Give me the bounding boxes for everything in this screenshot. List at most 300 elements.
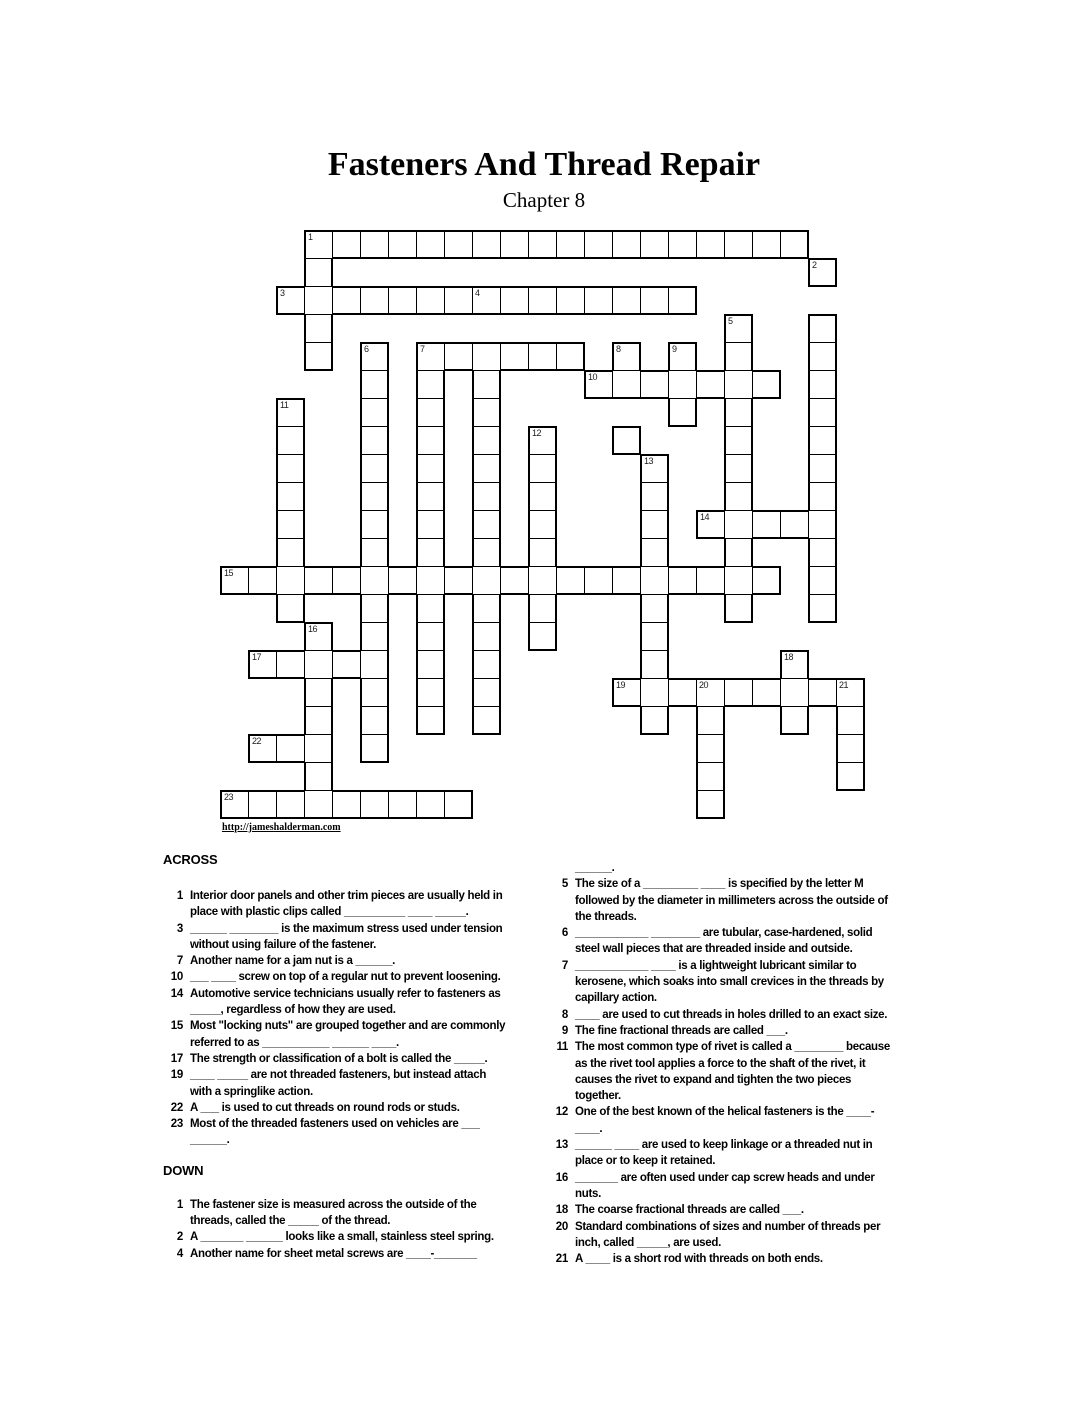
grid-cell <box>304 566 333 595</box>
grid-cell <box>416 482 445 511</box>
clue-number: 10 <box>170 971 183 984</box>
grid-cell <box>808 342 837 371</box>
grid-cell <box>528 230 557 259</box>
grid-cell-number: 7 <box>420 344 425 354</box>
grid-cell <box>584 566 613 595</box>
grid-cell <box>668 370 697 399</box>
clue-number: 18 <box>555 1204 568 1217</box>
clue-item <box>163 953 515 969</box>
grid-cell <box>780 510 809 539</box>
grid-cell-number: 5 <box>728 316 733 326</box>
grid-cell <box>416 398 445 427</box>
grid-cell <box>528 510 557 539</box>
grid-cell <box>528 566 557 595</box>
grid-cell <box>332 230 361 259</box>
grid-cell <box>668 678 697 707</box>
clue-item <box>163 1116 515 1149</box>
grid-cell <box>416 594 445 623</box>
grid-cell <box>304 650 333 679</box>
grid-cell <box>304 734 333 763</box>
clue-text: Most of the threaded fasteners used on vehicles are ___ ______. <box>190 1118 480 1147</box>
clue-number: 7 <box>561 959 568 972</box>
grid-cell <box>696 566 725 595</box>
grid-cell <box>528 594 557 623</box>
grid-cell <box>276 594 305 623</box>
grid-cell <box>360 510 389 539</box>
grid-cell <box>332 286 361 315</box>
grid-cell <box>836 706 865 735</box>
grid-cell <box>528 342 557 371</box>
clue-number: 5 <box>561 878 568 891</box>
clue-continuation-text: ______. <box>575 862 615 874</box>
grid-cell <box>780 706 809 735</box>
grid-cell <box>444 566 473 595</box>
grid-cell <box>248 790 277 819</box>
grid-cell-number: 6 <box>364 344 369 354</box>
grid-cell <box>528 538 557 567</box>
clue-item <box>163 1051 515 1067</box>
grid-cell <box>584 370 613 399</box>
grid-cell <box>640 370 669 399</box>
grid-cell <box>640 594 669 623</box>
grid-cell <box>388 286 417 315</box>
grid-cell <box>640 678 669 707</box>
clue-text: Most "locking nuts" are grouped together and are commonly referred to as ___________ ______ ____. <box>190 1020 506 1049</box>
crossword-grid <box>220 230 866 820</box>
grid-cell <box>360 706 389 735</box>
clue-number: 13 <box>555 1139 568 1152</box>
grid-cell <box>276 398 305 427</box>
grid-cell-number: 8 <box>616 344 621 354</box>
grid-cell <box>612 566 641 595</box>
clue-number: 22 <box>170 1101 183 1114</box>
clue-number: 14 <box>170 987 183 1000</box>
grid-cell <box>724 594 753 623</box>
clue-item <box>548 958 900 1007</box>
across-heading: ACROSS <box>163 852 218 867</box>
clue-item <box>548 1219 900 1252</box>
grid-cell <box>668 230 697 259</box>
grid-cell <box>584 286 613 315</box>
clue-number: 9 <box>561 1024 568 1037</box>
grid-cell <box>276 538 305 567</box>
clue-item <box>548 1202 900 1218</box>
grid-cell <box>696 790 725 819</box>
grid-cell-number: 3 <box>280 288 285 298</box>
grid-cell <box>808 566 837 595</box>
grid-cell <box>472 678 501 707</box>
grid-cell <box>472 706 501 735</box>
grid-cell <box>360 622 389 651</box>
grid-cell <box>360 398 389 427</box>
grid-cell <box>612 370 641 399</box>
clue-item <box>548 1007 900 1023</box>
grid-cell <box>640 482 669 511</box>
grid-cell <box>472 230 501 259</box>
grid-cell <box>416 790 445 819</box>
grid-cell <box>472 426 501 455</box>
grid-cell <box>836 678 865 707</box>
grid-cell <box>416 286 445 315</box>
grid-cell <box>416 566 445 595</box>
grid-cell <box>416 706 445 735</box>
clue-text: Automotive service technicians usually refer to fasteners as _____, regardless of how they are used. <box>190 987 501 1017</box>
grid-cell <box>304 258 333 287</box>
grid-cell-number: 21 <box>839 680 849 690</box>
clue-number: 17 <box>170 1052 183 1065</box>
clue-item <box>163 1246 515 1262</box>
grid-cell <box>276 454 305 483</box>
clue-item <box>163 1100 515 1116</box>
clue-item <box>548 1023 900 1039</box>
grid-cell <box>640 538 669 567</box>
grid-cell <box>472 594 501 623</box>
grid-cell <box>808 370 837 399</box>
clue-text: The fine fractional threads are called ___. <box>575 1024 788 1037</box>
down-clue-list <box>163 1197 515 1262</box>
grid-cell <box>500 230 529 259</box>
clue-number: 4 <box>176 1247 183 1260</box>
grid-cell <box>416 650 445 679</box>
clue-number: 20 <box>555 1220 568 1233</box>
grid-cell <box>696 762 725 791</box>
grid-cell <box>752 566 781 595</box>
grid-cell <box>360 342 389 371</box>
grid-cell <box>836 734 865 763</box>
grid-cell <box>276 286 305 315</box>
grid-cell <box>780 678 809 707</box>
grid-cell <box>472 538 501 567</box>
grid-cell <box>752 230 781 259</box>
grid-cell <box>220 566 249 595</box>
clue-number: 3 <box>176 922 183 935</box>
grid-cell <box>528 454 557 483</box>
grid-cell <box>808 314 837 343</box>
clue-number: 16 <box>555 1171 568 1184</box>
grid-cell <box>808 538 837 567</box>
grid-cell <box>472 622 501 651</box>
grid-cell <box>248 650 277 679</box>
grid-cell <box>276 790 305 819</box>
grid-cell <box>360 482 389 511</box>
clue-item <box>548 1039 900 1104</box>
grid-cell <box>500 286 529 315</box>
clue-text: Interior door panels and other trim pieces are usually held in place with plastic clips called __________ ____ _____. <box>190 890 503 919</box>
clue-text: A _______ ______ looks like a small, stainless steel spring. <box>190 1231 494 1244</box>
clue-text: The coarse fractional threads are called ___. <box>575 1204 804 1217</box>
grid-cell <box>360 454 389 483</box>
clue-number: 11 <box>556 1041 568 1054</box>
grid-cell <box>444 790 473 819</box>
grid-cell-number: 19 <box>616 680 626 690</box>
grid-cell <box>640 566 669 595</box>
grid-cell <box>276 566 305 595</box>
grid-cell <box>640 230 669 259</box>
clue-text: One of the best known of the helical fasteners is the ____-____. <box>575 1106 875 1135</box>
clue-number: 1 <box>176 1198 183 1211</box>
clue-item <box>548 860 900 876</box>
grid-cell <box>528 622 557 651</box>
grid-cell <box>640 650 669 679</box>
grid-cell <box>640 510 669 539</box>
grid-cell <box>556 286 585 315</box>
page-subtitle: Chapter 8 <box>502 188 586 212</box>
page-title: Fasteners And Thread Repair <box>327 146 761 183</box>
grid-cell <box>276 734 305 763</box>
grid-cell <box>724 426 753 455</box>
grid-cell <box>696 370 725 399</box>
grid-cell <box>724 678 753 707</box>
grid-cell <box>304 286 333 315</box>
clue-item <box>548 876 900 925</box>
clue-item <box>163 1229 515 1245</box>
grid-cell <box>556 342 585 371</box>
grid-cell <box>640 706 669 735</box>
clue-text: ____ _____ are not threaded fasteners, but instead attach with a springlike action. <box>190 1069 487 1098</box>
clue-text: Standard combinations of sizes and number of threads per inch, called _____, are used. <box>575 1220 881 1249</box>
grid-cell-number: 22 <box>252 736 262 746</box>
grid-cell <box>332 650 361 679</box>
grid-cell <box>416 370 445 399</box>
grid-cell <box>808 594 837 623</box>
grid-cell-number: 18 <box>784 652 794 662</box>
grid-cell <box>304 762 333 791</box>
grid-cell-number: 13 <box>644 456 654 466</box>
grid-cell <box>808 426 837 455</box>
grid-cell <box>556 230 585 259</box>
grid-cell <box>360 678 389 707</box>
clues-right-column <box>548 860 900 1267</box>
grid-cell <box>360 230 389 259</box>
clue-text: ______ ____ are used to keep linkage or a threaded nut in place or to keep it retained. <box>575 1139 873 1168</box>
clue-item <box>163 921 515 954</box>
clue-number: 2 <box>176 1231 183 1244</box>
grid-cell-number: 2 <box>812 260 817 270</box>
clue-number: 23 <box>170 1118 183 1131</box>
grid-cell <box>724 230 753 259</box>
grid-cell <box>444 342 473 371</box>
grid-cell <box>416 342 445 371</box>
grid-cell <box>668 566 697 595</box>
clue-text: The size of a _________ ____ is specified by the letter M followed by the diameter in millimeters across the outside of the threads. <box>575 878 888 923</box>
grid-cell-number: 9 <box>672 344 677 354</box>
grid-cell <box>472 510 501 539</box>
grid-cell-number: 4 <box>475 288 480 298</box>
grid-cell <box>388 230 417 259</box>
clue-item <box>548 1104 900 1137</box>
grid-cell <box>472 342 501 371</box>
grid-cell <box>696 706 725 735</box>
grid-cell <box>808 398 837 427</box>
grid-cell <box>416 678 445 707</box>
clue-number: 15 <box>170 1020 183 1033</box>
clue-text: ____ are used to cut threads in holes drilled to an exact size. <box>575 1008 888 1021</box>
grid-cell <box>808 678 837 707</box>
grid-cell-number: 14 <box>700 512 710 522</box>
across-clue-list <box>163 888 515 1149</box>
grid-cell <box>388 790 417 819</box>
clue-item <box>163 969 515 985</box>
clue-number: 12 <box>555 1106 568 1119</box>
clue-number: 19 <box>170 1069 183 1082</box>
grid-cell <box>304 342 333 371</box>
clue-text: The fastener size is measured across the outside of the threads, called the _____ of the thread. <box>190 1198 477 1228</box>
grid-cell <box>248 566 277 595</box>
grid-cell-number: 1 <box>308 232 313 242</box>
grid-cell <box>500 342 529 371</box>
clue-item <box>163 1018 515 1051</box>
grid-cell <box>360 734 389 763</box>
grid-cell <box>696 230 725 259</box>
grid-cell <box>696 510 725 539</box>
clue-item <box>548 1251 900 1267</box>
clue-item <box>163 1197 515 1230</box>
clue-text: Another name for a jam nut is a ______. <box>190 955 395 968</box>
grid-cell <box>612 230 641 259</box>
clue-number: 8 <box>561 1008 568 1021</box>
clue-text: The most common type of rivet is called a ________ because as the rivet tool applies a force to the shaft of the rivet, it causes the rivet to expand and tighten the two pieces together. <box>575 1041 890 1103</box>
grid-cell <box>612 678 641 707</box>
grid-cell <box>808 454 837 483</box>
clue-text: The strength or classification of a bolt is called the _____. <box>190 1052 488 1065</box>
grid-cell <box>752 510 781 539</box>
grid-cell <box>780 230 809 259</box>
grid-cell <box>360 538 389 567</box>
grid-cell <box>276 510 305 539</box>
clue-number: 7 <box>176 955 183 968</box>
grid-cell <box>808 258 837 287</box>
grid-cell <box>332 566 361 595</box>
grid-cell <box>276 482 305 511</box>
grid-cell <box>724 538 753 567</box>
grid-cell-number: 17 <box>252 652 262 662</box>
grid-cell <box>360 286 389 315</box>
grid-cell <box>248 734 277 763</box>
grid-cell <box>304 706 333 735</box>
grid-cell <box>472 398 501 427</box>
clue-item <box>548 1137 900 1170</box>
grid-cell-number: 15 <box>224 568 234 578</box>
grid-cell <box>640 286 669 315</box>
grid-cell <box>668 342 697 371</box>
grid-cell <box>472 286 501 315</box>
clue-item <box>548 925 900 958</box>
down-clue-list-continued <box>548 876 900 1267</box>
grid-cell <box>612 286 641 315</box>
grid-cell-number: 12 <box>532 428 542 438</box>
grid-cell <box>724 342 753 371</box>
clue-item <box>163 1067 515 1100</box>
grid-cell <box>416 426 445 455</box>
grid-cell <box>304 314 333 343</box>
grid-cell <box>528 286 557 315</box>
clue-text: ___ ____ screw on top of a regular nut to prevent loosening. <box>190 971 501 984</box>
grid-cell <box>276 650 305 679</box>
grid-cell <box>724 482 753 511</box>
clues-left-column <box>163 852 515 1262</box>
grid-cell <box>724 314 753 343</box>
grid-cell <box>472 370 501 399</box>
source-link[interactable]: http://jameshalderman.com <box>222 822 341 833</box>
clue-text: ____________ ________ are tubular, case-hardened, solid steel wall pieces that are threaded inside and outside. <box>575 927 873 956</box>
grid-cell <box>472 566 501 595</box>
grid-cell <box>220 790 249 819</box>
grid-cell <box>360 650 389 679</box>
grid-cell <box>752 678 781 707</box>
grid-cell <box>724 370 753 399</box>
grid-cell <box>752 370 781 399</box>
grid-cell <box>416 454 445 483</box>
grid-cell <box>276 426 305 455</box>
clue-number: 21 <box>555 1253 568 1266</box>
down-heading: DOWN <box>163 1162 204 1178</box>
clue-number: 1 <box>176 890 183 902</box>
grid-cell-number: 10 <box>588 372 598 382</box>
clue-item <box>163 888 515 921</box>
clue-item <box>548 1170 900 1203</box>
grid-cell-number: 11 <box>280 400 289 410</box>
clue-text: ____________ ____ is a lightweight lubricant similar to kerosene, which soaks into small crevices in the threads by capillary action. <box>575 959 884 1005</box>
grid-cell <box>724 566 753 595</box>
grid-cell <box>556 566 585 595</box>
grid-cell <box>640 454 669 483</box>
grid-cell <box>304 790 333 819</box>
grid-cell <box>696 734 725 763</box>
grid-cell <box>444 286 473 315</box>
grid-cell-number: 16 <box>308 624 318 634</box>
grid-cell <box>668 398 697 427</box>
clue-text: Another name for sheet metal screws are ____-_______ <box>190 1247 477 1260</box>
grid-cell <box>724 510 753 539</box>
grid-cell <box>360 426 389 455</box>
grid-cell <box>668 286 697 315</box>
clue-text: ______ ________ is the maximum stress used under tension without using failure of the fastener. <box>190 922 503 951</box>
grid-cell <box>472 482 501 511</box>
clue-number: 6 <box>561 927 568 940</box>
grid-cell <box>696 678 725 707</box>
grid-cell <box>808 482 837 511</box>
grid-cell <box>640 622 669 651</box>
clue-text: A ____ is a short rod with threads on both ends. <box>575 1253 823 1266</box>
grid-cell <box>472 650 501 679</box>
grid-cell <box>836 762 865 791</box>
grid-cell <box>528 482 557 511</box>
grid-cell <box>612 426 641 455</box>
grid-cell <box>416 230 445 259</box>
grid-cell-number: 23 <box>224 792 234 802</box>
grid-cell <box>528 426 557 455</box>
clue-item <box>163 986 515 1019</box>
grid-cell <box>444 230 473 259</box>
grid-cell <box>360 370 389 399</box>
grid-cell <box>304 622 333 651</box>
grid-cell <box>612 342 641 371</box>
grid-cell <box>416 622 445 651</box>
clue-text: A ___ is used to cut threads on round rods or studs. <box>190 1101 460 1114</box>
grid-cell <box>808 510 837 539</box>
grid-cell <box>780 650 809 679</box>
grid-cell <box>360 566 389 595</box>
grid-cell <box>388 566 417 595</box>
grid-cell-number: 20 <box>699 680 709 690</box>
grid-cell <box>724 398 753 427</box>
grid-cell <box>472 454 501 483</box>
grid-cell <box>416 538 445 567</box>
grid-cell <box>724 454 753 483</box>
clue-text: _______ are often used under cap screw heads and under nuts. <box>575 1171 875 1200</box>
grid-cell <box>304 678 333 707</box>
grid-cell <box>360 594 389 623</box>
